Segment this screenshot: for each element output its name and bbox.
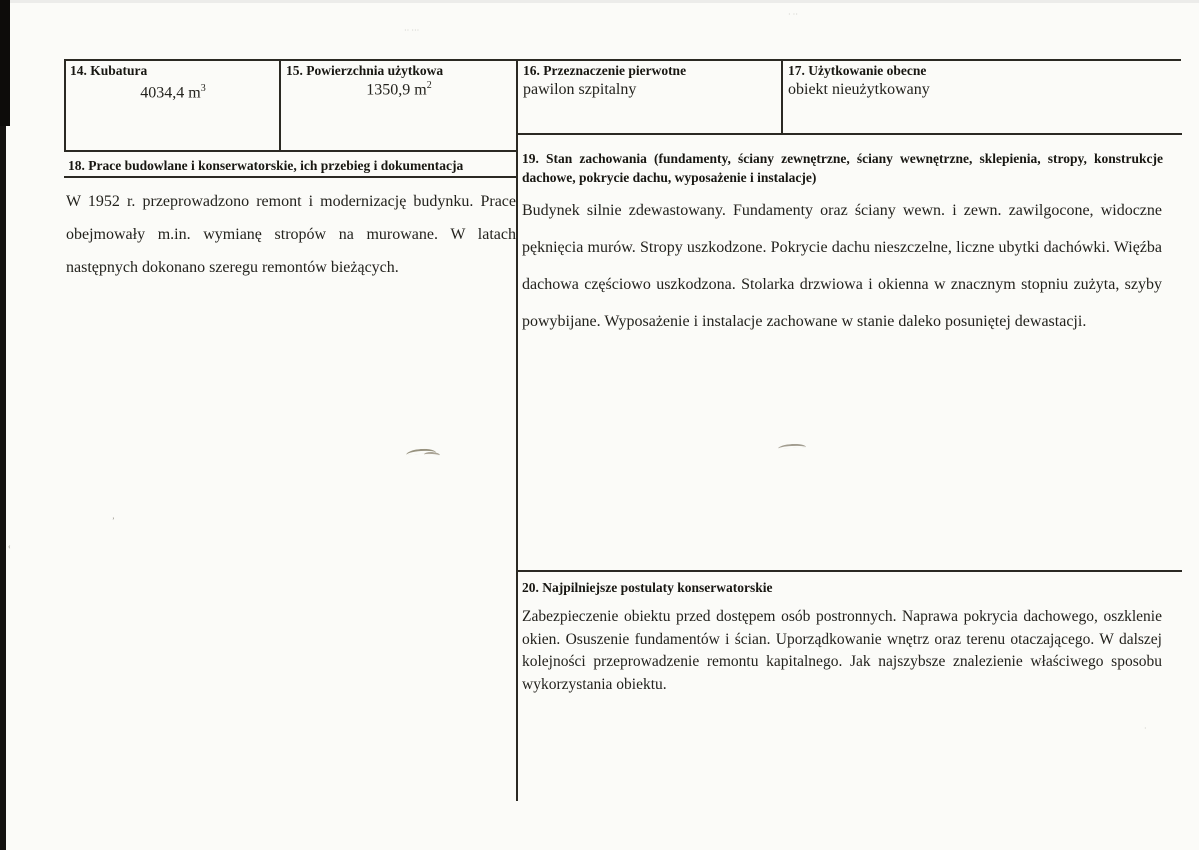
scan-artifact-speck: ’ xyxy=(112,516,115,525)
field-20-label: 20. Najpilniejsze postulaty konserwatorskie xyxy=(522,580,773,595)
field-20-text: Zabezpieczenie obiektu przed dostępem osób postronnych. Naprawa pokrycia dachowego, oszklenie okien. Osuszenie fundamentów i ścian. Uporządkowanie wnętrz oraz terenu otaczającego. W dalszej kolejności przeprowadzenie remontu kapitalnego. Jak najszybsze znalezienie właściwego sposobu wykorzystania obiektu. xyxy=(522,608,1162,693)
field-17-uzytkowanie-obecne xyxy=(788,63,1174,99)
border-below-fields-14-15 xyxy=(64,150,518,152)
field-14-label: 14. Kubatura xyxy=(70,63,148,78)
field-16-value: pawilon szpitalny xyxy=(523,81,637,98)
divider-field16-field17 xyxy=(781,59,783,135)
field-15-powierzchnia xyxy=(286,63,512,99)
table-divider-center-vertical xyxy=(516,59,518,801)
field-15-value: 1350,9 $m^2$ xyxy=(366,80,432,99)
border-above-field20 xyxy=(516,570,1182,572)
field-14-value: 4034,4 $m^3$ xyxy=(140,83,206,102)
field-16-label: 16. Przeznaczenie pierwotne xyxy=(523,63,687,78)
border-below-field18-label xyxy=(64,176,518,178)
field-17-label: 17. Użytkowanie obecne xyxy=(788,63,927,78)
border-below-fields-16-17 xyxy=(516,133,1182,135)
field-14-kubatura xyxy=(70,63,276,102)
table-border-left xyxy=(64,59,66,152)
table-border-top xyxy=(64,59,1181,61)
scan-artifact-speck: ‹ xyxy=(8,542,11,551)
field-18-text: W 1952 r. przeprowadzono remont i modernizację budynku. Prace obejmowały m.in. wymianę stropów na murowane. W latach następnych dokonano szeregu remontów bieżących. xyxy=(66,193,516,276)
field-19-text: Budynek silnie zdewastowany. Fundamenty oraz ściany wewn. i zewn. zawilgocone, widoczne pęknięcia murów. Stropy uszkodzone. Pokrycie dachu nieszczelne, liczne ubytki dachówki. Więźba dachowa częściowo uszkodzona. Stolarka drzwiowa i okienna w znacznym stopniu zużyta, szyby powybijane. Wyposażenie i instalacje zachowane w stanie daleko posuniętej dewastacji. xyxy=(522,202,1162,330)
scan-artifact-speck: · ·· xyxy=(788,10,798,19)
scan-artifact-squiggle xyxy=(778,443,806,448)
field-19-label: 19. Stan zachowania (fundamenty, ściany zewnętrzne, ściany wewnętrzne, sklepienia, stropy, konstrukcje dachowe, pokrycie dachu, wyposażenie i instalacje) xyxy=(522,151,1163,185)
scan-edge-left-top xyxy=(0,0,10,126)
scan-edge-top xyxy=(0,0,1199,3)
field-16-przeznaczenie-pierwotne xyxy=(523,63,777,99)
field-15-label: 15. Powierzchnia użytkowa xyxy=(286,63,444,78)
scan-artifact-speck: ·· ··· xyxy=(404,26,420,35)
field-17-value: obiekt nieużytkowany xyxy=(788,81,930,98)
field-18-label: 18. Prace budowlane i konserwatorskie, ich przebieg i dokumentacja xyxy=(68,158,464,173)
scan-edge-left xyxy=(0,0,6,850)
divider-field14-field15 xyxy=(279,59,281,152)
scan-artifact-speck: ⋅ xyxy=(1144,724,1147,733)
scan-artifact-squiggle xyxy=(424,452,440,456)
